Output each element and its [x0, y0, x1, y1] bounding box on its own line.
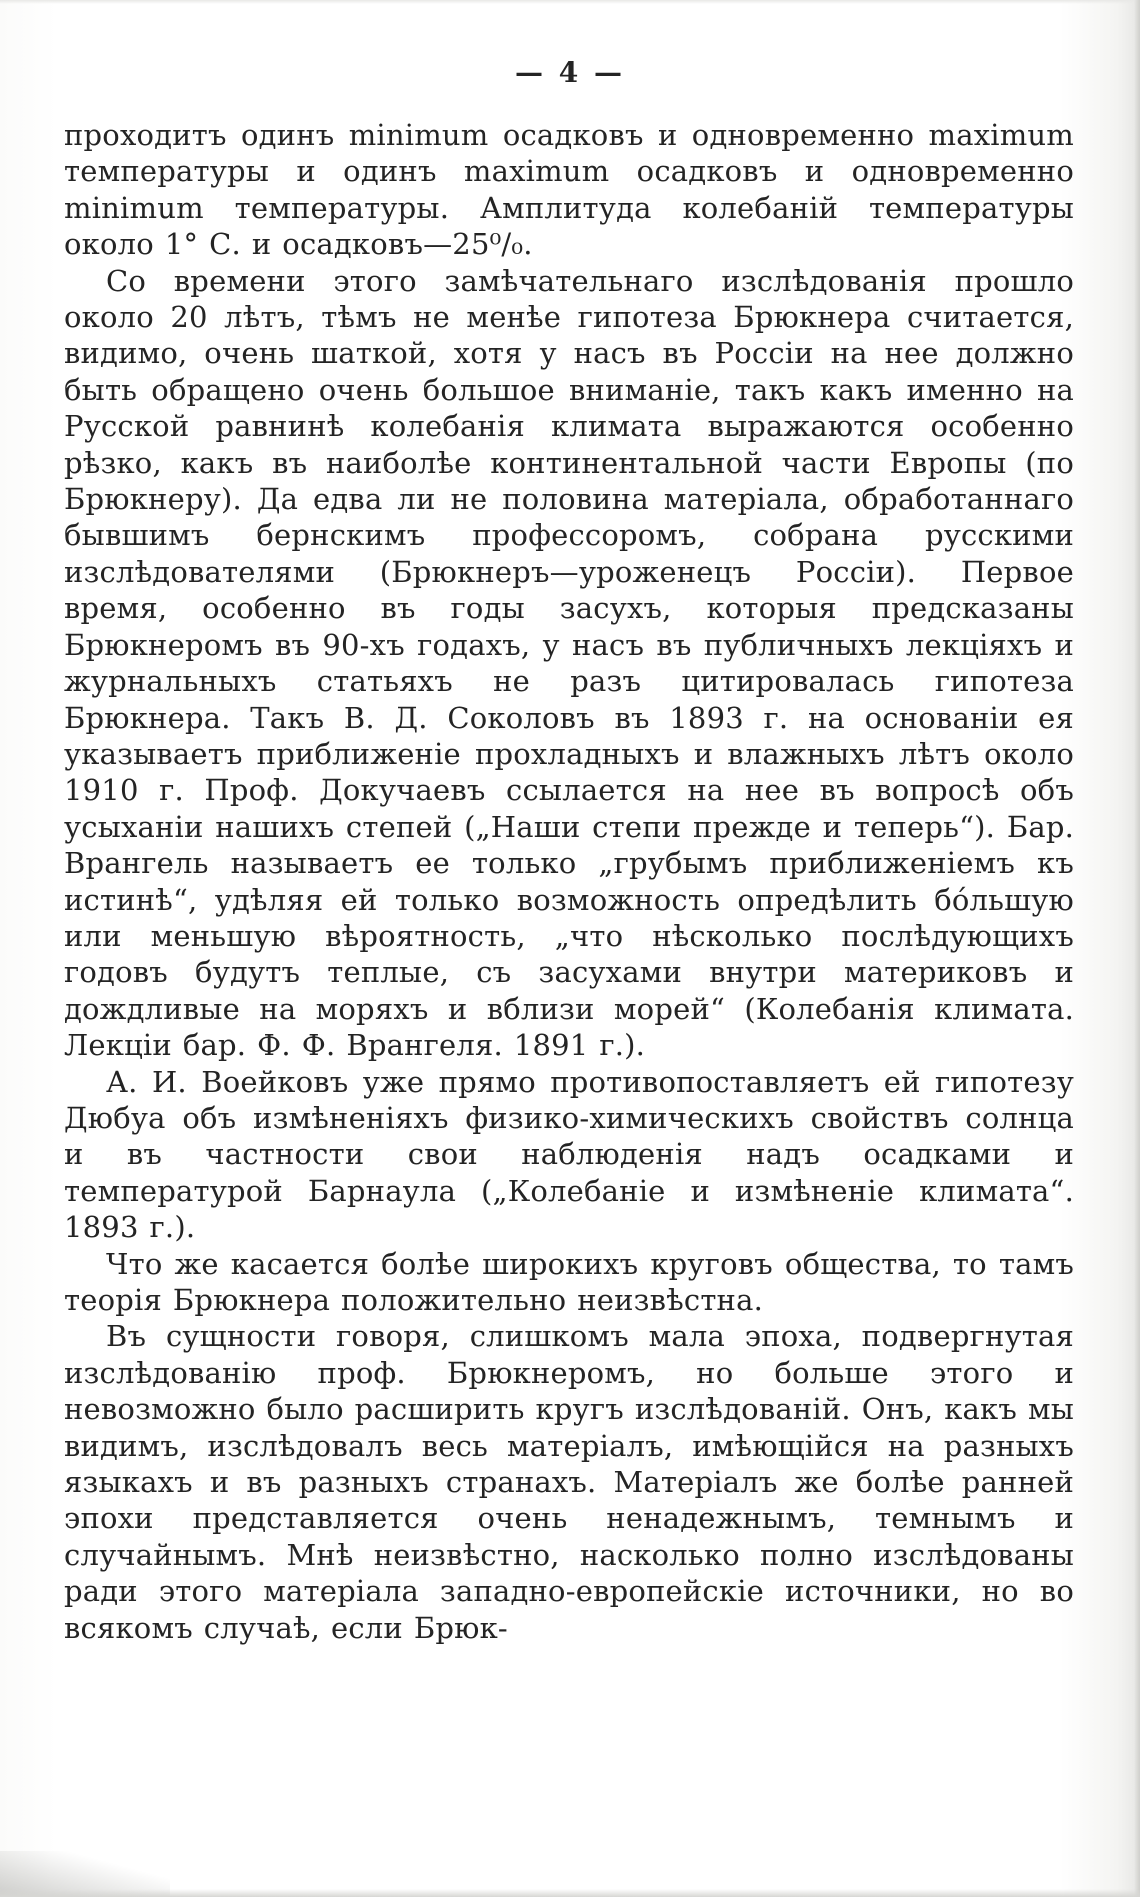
paragraph-continuation: проходитъ одинъ minimum осадковъ и одновременно maximum температуры и одинъ maximum осадковъ и одновременно minimum температуры. Амплитуда колебаній температуры около 1° С. и осадковъ—25⁰/₀.: [64, 118, 1074, 262]
scan-edge-right: [1134, 0, 1140, 1897]
paragraph-research-scope: Въ сущности говоря, слишкомъ мала эпоха, подвергнутая изслѣдованію проф. Брюкнеромъ, но больше этого и невозможно было расширить кругъ изслѣдованій. Онъ, какъ мы видимъ, изслѣдовалъ весь матеріалъ, имѣющійся на разныхъ языкахъ и въ разныхъ странахъ. Матеріалъ же болѣе ранней эпохи представляется очень ненадежнымъ, темнымъ и случайнымъ. Мнѣ неизвѣстно, насколько полно изслѣдованы ради этого матеріала западно-европейскіе источники, но во всякомъ случаѣ, если Брюк-: [64, 1319, 1074, 1645]
scan-edge-bottom: [0, 1889, 1140, 1897]
paragraph-public-opinion: Что же касается болѣе широкихъ круговъ общества, то тамъ теорія Брюкнера положительно неизвѣстна.: [64, 1246, 1074, 1317]
paragraph-voeikov: А. И. Воейковъ уже прямо противопоставляетъ ей гипотезу Дюбуа объ измѣненіяхъ физико-химическихъ свойствъ солнца и въ частности свои наблюденія надъ осадками и температурой Барнаула („Колебаніе и измѣненіе климата“. 1893 г.).: [64, 1064, 1074, 1245]
page-number: — 4 —: [515, 56, 625, 89]
body-text: [64, 117, 1074, 1646]
paragraph-bruckner-hypothesis: Со времени этого замѣчательнаго изслѣдованія прошло около 20 лѣтъ, тѣмъ не менѣе гипотеза Брюкнера считается, видимо, очень шаткой, хотя у насъ въ Россіи на нее должно быть обращено очень большое вниманіе, такъ какъ именно на Русской равнинѣ колебанія климата выражаются особенно рѣзко, какъ въ наиболѣе континентальной части Европы (по Брюкнеру). Да едва ли не половина матеріала, обработаннаго бывшимъ бернскимъ профессоромъ, собрана русскими изслѣдователями (Брюкнеръ—уроженецъ Россіи). Первое время, особенно въ годы засухъ, которыя предсказаны Брюкнеромъ въ 90-хъ годахъ, у насъ въ публичныхъ лекціяхъ и журнальныхъ статьяхъ не разъ цитировалась гипотеза Брюкнера. Такъ В. Д. Соколовъ въ 1893 г. на основаніи ея указываетъ приближеніе прохладныхъ и влажныхъ лѣтъ около 1910 г. Проф. Докучаевъ ссылается на нее въ вопросѣ объ усыханіи нашихъ степей („Наши степи прежде и теперь“). Бар. Врангель называетъ ее только „грубымъ приближеніемъ къ истинѣ“, удѣляя ей только возможность опредѣлить бо́льшую или меньшую вѣроятность, „что нѣсколько послѣдующихъ годовъ будутъ теплые, съ засухами внутри материковъ и дождливые на моряхъ и вблизи морей“ (Колебанія климата. Лекціи бар. Ф. Ф. Врангеля. 1891 г.).: [64, 263, 1074, 1063]
scan-smudge-bottom-left: [0, 1851, 170, 1897]
